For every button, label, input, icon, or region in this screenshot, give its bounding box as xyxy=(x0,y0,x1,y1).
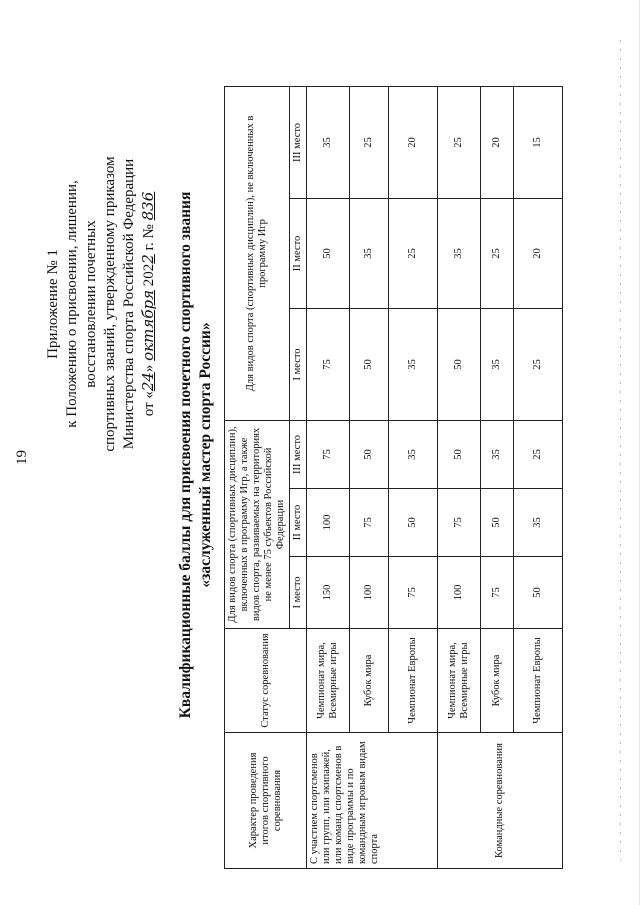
cell-value: 25 xyxy=(438,86,481,198)
cell-value: 35 xyxy=(389,420,438,488)
date-year-digit: 2 xyxy=(139,254,157,264)
header-group-a: Для видов спорта (спортивных дисциплин), включенных в программу Игр, а также видов спорта, развиваемых на территориях не менее 75 субъектов Российской Федерации xyxy=(225,420,290,628)
cell-value: 150 xyxy=(307,557,350,629)
cell-value: 50 xyxy=(438,420,481,488)
table-row xyxy=(307,86,350,868)
row-status: Чемпионат мира, Всемирные игры xyxy=(307,629,350,733)
cell-value: 25 xyxy=(514,420,563,488)
date-year-prefix: 202 xyxy=(141,263,157,290)
cell-value: 20 xyxy=(481,86,514,198)
date-month: октября xyxy=(139,289,157,361)
order-number: 836 xyxy=(139,191,157,221)
appendix-date-line xyxy=(139,94,159,514)
cell-value: 50 xyxy=(514,557,563,629)
page-number: 19 xyxy=(14,450,30,465)
header-group-b: Для видов спорта (спортивных дисциплин), не включенных в программу Игр xyxy=(225,86,290,420)
cell-value: 35 xyxy=(481,420,514,488)
date-year-suffix: г. № xyxy=(141,220,157,255)
cell-value: 75 xyxy=(307,308,350,420)
table-header-row xyxy=(225,86,290,868)
header-place-1: I место xyxy=(290,557,307,629)
header-place-2: II место xyxy=(290,489,307,557)
cell-value: 100 xyxy=(438,557,481,629)
cell-value: 75 xyxy=(481,557,514,629)
header-place-1: I место xyxy=(290,308,307,420)
cell-value: 75 xyxy=(438,489,481,557)
header-place-3: III место xyxy=(290,420,307,488)
row-character: С участием спортсменов или групп, или экипажей, или команд спортсменов в виде программы и по командным игровым видам спорта xyxy=(307,733,438,869)
row-status: Чемпионат Европы xyxy=(389,629,438,733)
header-place-3: III место xyxy=(290,86,307,198)
cell-value: 35 xyxy=(514,489,563,557)
row-status: Чемпионат Европы xyxy=(514,629,563,733)
appendix-line: восстановлении почетных xyxy=(83,220,99,388)
appendix-title: Приложение № 1 xyxy=(45,249,61,359)
cell-value: 25 xyxy=(481,198,514,308)
cell-value: 35 xyxy=(307,86,350,198)
cell-value: 15 xyxy=(514,86,563,198)
header-status: Статус соревнования xyxy=(225,629,307,733)
cell-value: 20 xyxy=(389,86,438,198)
appendix-line: спортивных званий, утвержденному приказом xyxy=(102,156,118,452)
row-character: Командные соревнования xyxy=(438,733,563,869)
cell-value: 25 xyxy=(389,198,438,308)
cell-value: 25 xyxy=(514,308,563,420)
cell-value: 75 xyxy=(307,420,350,488)
cell-value: 100 xyxy=(350,557,389,629)
cell-value: 35 xyxy=(481,308,514,420)
date-day: 24 xyxy=(139,372,157,392)
cell-value: 50 xyxy=(307,198,350,308)
cell-value: 100 xyxy=(307,489,350,557)
row-status: Кубок мира xyxy=(481,629,514,733)
cell-value: 50 xyxy=(350,420,389,488)
appendix-line: Министерства спорта Российской Федерации xyxy=(121,158,137,450)
date-prefix: от « xyxy=(141,391,157,417)
table-row xyxy=(438,86,481,868)
title-line: «заслуженный мастер спорта России» xyxy=(197,322,214,588)
appendix-line: к Положению о присвоении, лишении, xyxy=(64,180,80,428)
cell-value: 35 xyxy=(389,308,438,420)
qualification-points-table xyxy=(224,86,563,869)
cell-value: 75 xyxy=(389,557,438,629)
header-place-2: II место xyxy=(290,198,307,308)
cell-value: 35 xyxy=(438,198,481,308)
cell-value: 35 xyxy=(350,198,389,308)
title-line: Квалификационные баллы для присвоения почетного спортивного звания xyxy=(177,191,194,719)
header-character: Характер проведения итогов спортивного соревнования xyxy=(225,733,307,869)
cell-value: 75 xyxy=(350,489,389,557)
row-status: Чемпионат мира, Всемирные игры xyxy=(438,629,481,733)
cell-value: 50 xyxy=(438,308,481,420)
cell-value: 50 xyxy=(481,489,514,557)
cell-value: 25 xyxy=(350,86,389,198)
date-mid: » xyxy=(141,360,157,373)
cell-value: 50 xyxy=(350,308,389,420)
appendix-header xyxy=(44,94,159,514)
cell-value: 50 xyxy=(389,489,438,557)
cell-value: 20 xyxy=(514,198,563,308)
row-status: Кубок мира xyxy=(350,629,389,733)
document-title xyxy=(176,155,216,755)
